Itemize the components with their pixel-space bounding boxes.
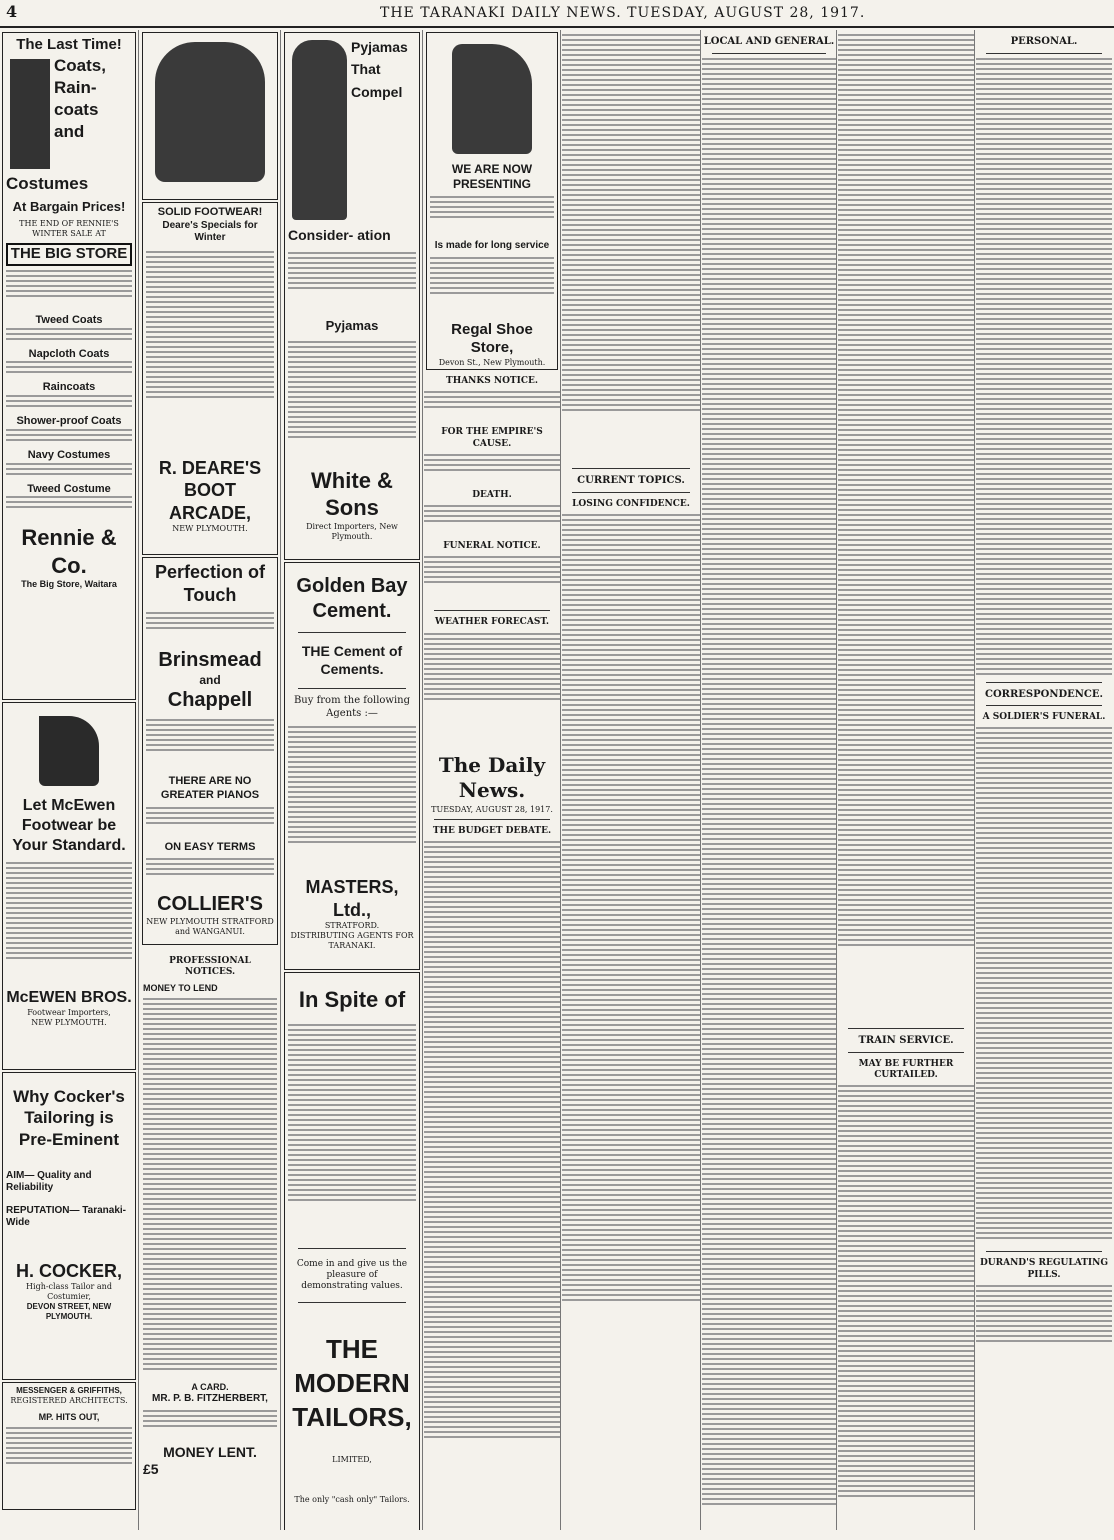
ad-line: Navy Costumes [27,448,111,461]
white-sons-ad [284,32,420,560]
cement-ad [284,562,420,970]
ad-brand: Chappell [167,689,253,711]
deare-ad [142,202,278,555]
column-5 [562,30,701,1530]
ad-brand: MESSENGER & GRIFFITHS, [16,1386,122,1395]
ad-line: Napcloth Coats [28,347,110,360]
column-2 [140,30,281,1530]
column-4 [424,30,561,1530]
section-heading: LOCAL AND GENERAL. [703,36,835,47]
ad-sub: LIMITED, [332,1454,372,1464]
ad-headline: Pyjamas That Compel Consider- ation [288,39,408,243]
ad-sub: Pyjamas [325,318,379,334]
shoe-icon [452,44,532,154]
section-heading: FOR THE EMPIRE'S CAUSE. [441,427,543,449]
paper-date: TUESDAY, AUGUST 28, 1917. [431,804,553,814]
section-heading: PROFESSIONAL NOTICES. [169,956,251,978]
section-heading: TRAIN SERVICE. [858,1035,954,1046]
ad-sub: REGISTERED ARCHITECTS. [10,1396,128,1405]
ad-line: Tweed Costume [27,482,111,495]
paper-nameplate: The Daily News. [438,752,546,802]
ad-sub: High-class Tailor and Costumier, [26,1282,112,1302]
masthead [0,0,1114,28]
ad-brand: MASTERS, Ltd., [305,877,399,920]
ad-sub: NEW PLYMOUTH. [172,524,248,534]
ad-sub: STRATFORD. [324,921,380,930]
ad-line: Tweed Coats [35,313,103,326]
woman-figure-icon [10,59,50,169]
ad-headline: In Spite of [298,987,406,1012]
ad-brand: COLLIER'S [157,893,263,916]
ad-brand: Brinsmead [158,649,262,671]
rennie-ad [2,32,136,700]
ad-line: ON EASY TERMS [164,840,256,853]
ad-sub: Come in and give us the pleasure of demonstrating values. [296,1258,408,1291]
ad-item: Rain- [54,77,97,97]
ad-item: and [54,122,85,142]
masthead-title: THE TARANAKI DAILY NEWS. TUESDAY, AUGUST 28, 1917. [380,5,866,21]
ad-headline: SOLID FOOTWEAR! [157,206,263,218]
column-8 [976,30,1112,1530]
boot-illustration [142,32,278,200]
ad-sub: DEVON STREET, NEW PLYMOUTH. [26,1302,112,1322]
ad-item: coats [54,99,99,119]
ad-brand: THE MODERN TAILORS, [292,1334,412,1432]
man-in-pyjamas-icon [292,40,347,220]
ad-line: AIM— Quality and Reliability [6,1169,92,1194]
ad-sub: and [199,673,221,687]
ad-sub: NEW PLYMOUTH STRATFORD and WANGANUI. [146,917,274,937]
notice-title: MR. P. B. FITZHERBERT, [152,1393,268,1404]
section-subheading: A SOLDIER'S FUNERAL. [982,712,1106,722]
store-banner: THE BIG STORE [6,243,132,266]
section-heading: CURRENT TOPICS. [577,475,685,486]
ad-line: THERE ARE NO GREATER PIANOS [160,775,260,801]
boot-icon [39,716,99,786]
column-7 [838,30,975,1530]
section-heading: WEATHER FORECAST. [434,617,550,628]
boot-icon [155,42,265,182]
notice-title: MONEY TO LEND [143,982,218,993]
notice-amount: £5 [143,1461,159,1477]
ad-brand: Regal Shoe Store, [451,320,533,357]
collier-ad [142,557,278,945]
ad-headline: The Last Time! [16,36,122,53]
ad-item: Coats, [54,55,106,75]
mcewen-ad [2,702,136,1070]
ad-headline: MP. HITS OUT, [38,1412,100,1422]
ad-brand-sub: The Big Store, Waitara [21,579,117,590]
section-heading: FUNERAL NOTICE. [443,541,541,551]
ad-headline: Why Cocker's Tailoring is Pre-Eminent [13,1087,125,1149]
section-subheading: LOSING CONFIDENCE. [572,498,690,509]
column-6 [702,30,837,1530]
ad-sub: Devon St., New Plymouth. [438,358,546,367]
ad-sub: The only "cash only" Tailors. [294,1494,410,1504]
ad-tagline: At Bargain Prices! [12,198,126,214]
page-number: 4 [6,2,19,21]
cocker-ad [2,1072,136,1380]
section-heading: THE BUDGET DEBATE. [432,825,552,836]
ad-brand: H. COCKER, [15,1260,122,1281]
ad-sub: DISTRIBUTING AGENTS FOR TARANAKI. [290,931,414,950]
ad-sub: Is made for long service [434,240,550,251]
ad-sub: Footwear Importers, [27,1008,111,1017]
ad-sub: Direct Importers, New Plymouth. [306,521,398,541]
ad-item: Costumes [6,173,89,193]
notice-title: MONEY LENT. [163,1443,257,1460]
section-heading: CORRESPONDENCE. [984,688,1103,700]
column-3 [282,30,423,1530]
section-heading: PERSONAL. [1010,36,1078,47]
ad-sub: Deare's Specials for Winter [162,219,258,244]
regal-shoe-ad [426,32,558,370]
section-heading: THANKS NOTICE. [446,376,538,386]
ad-sub: THE END OF RENNIE'S WINTER SALE AT [19,219,119,239]
ad-brand: Rennie & Co. [21,525,117,578]
ad-line: Raincoats [42,381,96,394]
ad-headline: Let McEwen Footwear be Your Standard. [12,797,126,854]
section-heading: DEATH. [472,489,512,500]
ad-sub: NEW PLYMOUTH. [31,1018,107,1027]
architects-ad [2,1382,136,1510]
ad-headline: Perfection of Touch [154,562,265,605]
section-heading: DURAND'S REGULATING PILLS. [979,1258,1109,1280]
ad-headline: WE ARE NOW PRESENTING [451,162,533,191]
ad-sub: Buy from the following Agents :— [293,695,411,719]
section-subheading: MAY BE FURTHER CURTAILED. [858,1058,954,1080]
ad-line: REPUTATION— Taranaki-Wide [6,1204,127,1229]
ad-brand: McEWEN BROS. [6,989,132,1006]
modern-tailors-ad [284,972,420,1530]
professional-notices [140,947,280,1482]
ad-line: Shower-proof Coats [16,415,122,428]
ad-headline: Golden Bay Cement. [296,575,408,622]
ad-brand: R. DEARE'S BOOT ARCADE, [158,457,262,523]
column-1 [0,30,139,1530]
ad-sub: THE Cement of Cements. [301,643,403,677]
notice-title: A CARD. [191,1381,229,1392]
ad-brand: White & Sons [311,467,393,521]
